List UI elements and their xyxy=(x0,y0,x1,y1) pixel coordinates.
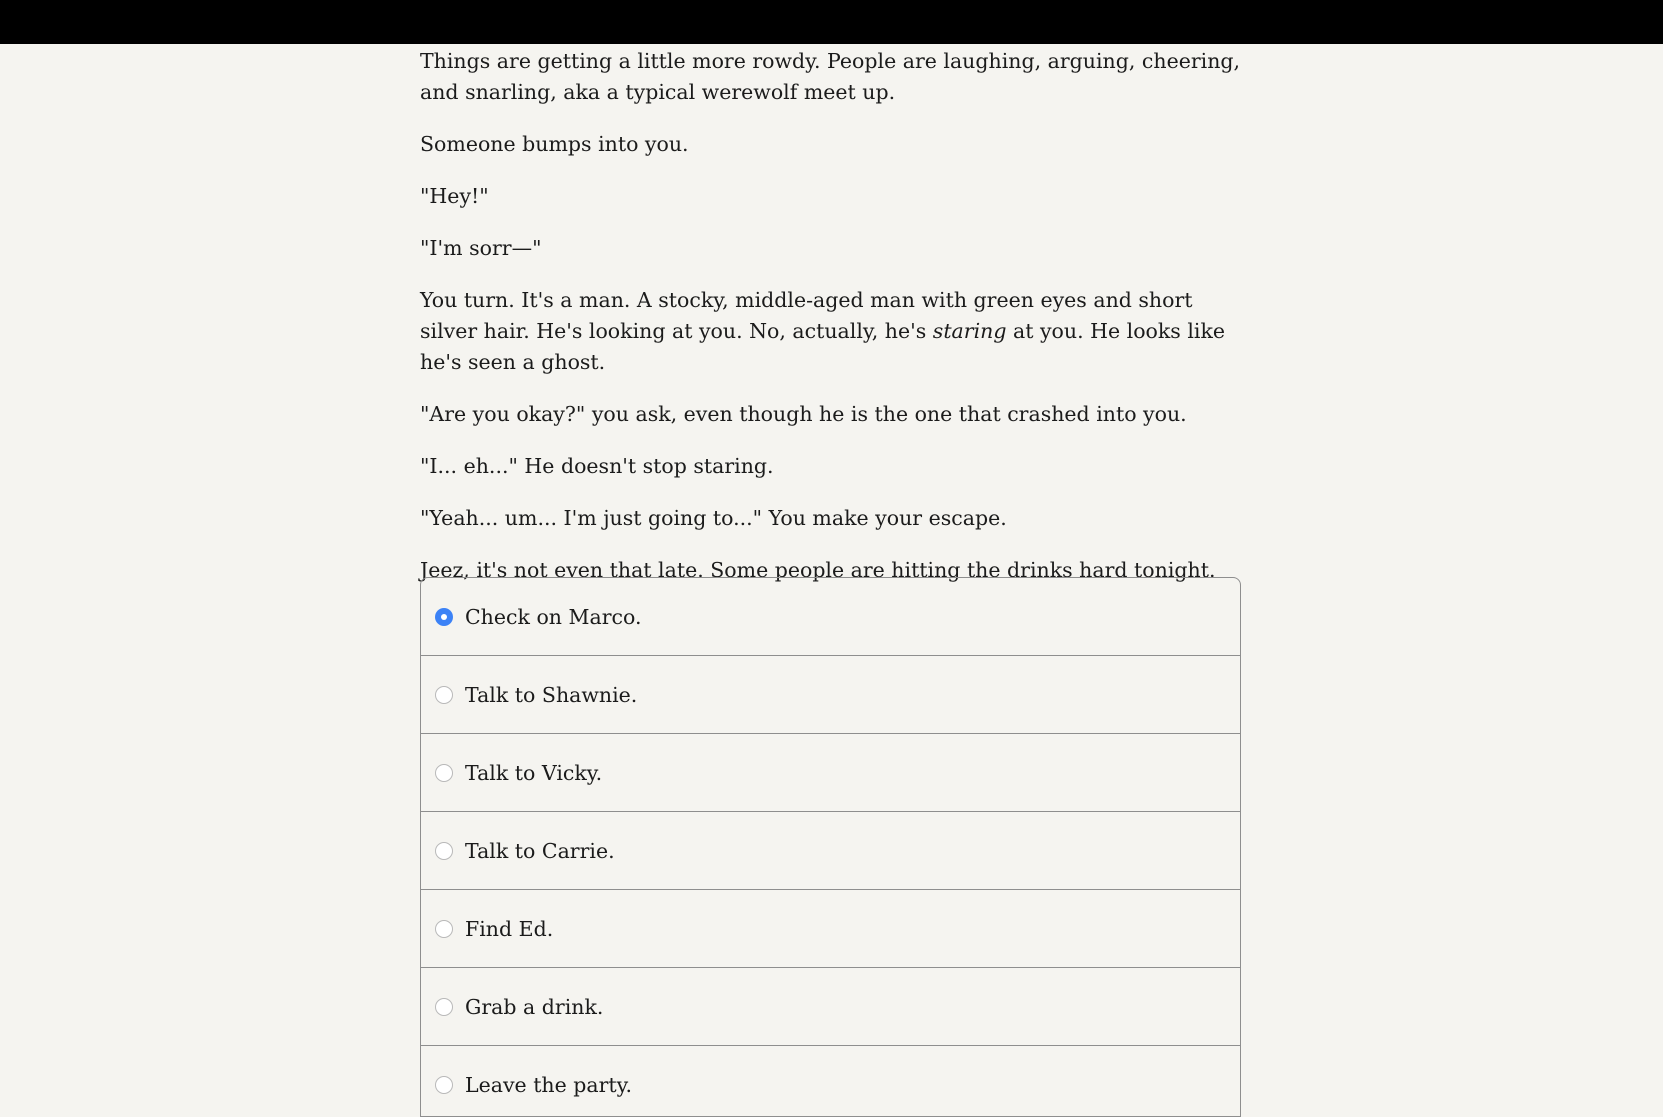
choice-label: Leave the party. xyxy=(465,1072,633,1097)
choice-option-talk-to-vicky[interactable] xyxy=(421,734,1240,812)
choice-label: Check on Marco. xyxy=(465,604,642,629)
choice-label: Grab a drink. xyxy=(465,994,604,1019)
choice-option-talk-to-carrie[interactable] xyxy=(421,812,1240,890)
choice-label: Find Ed. xyxy=(465,916,554,941)
radio-button-icon[interactable] xyxy=(435,842,453,860)
story-text-segment: at you. He looks like he's seen a ghost. xyxy=(420,319,1226,374)
story-emphasis: staring xyxy=(932,319,1007,343)
radio-button-icon[interactable] xyxy=(435,920,453,938)
story-paragraph: "I'm sorr—" xyxy=(420,236,542,260)
choice-option-leave-the-party[interactable] xyxy=(421,1046,1240,1117)
choice-option-grab-a-drink[interactable] xyxy=(421,968,1240,1046)
story-paragraph: Jeez, it's not even that late. Some people are hitting the drinks hard tonight. xyxy=(420,558,1216,582)
choice-label: Talk to Shawnie. xyxy=(465,682,638,707)
choice-label: Talk to Vicky. xyxy=(465,760,603,785)
choice-option-talk-to-shawnie[interactable] xyxy=(421,656,1240,734)
radio-button-icon[interactable] xyxy=(435,686,453,704)
story-paragraph xyxy=(420,285,1244,378)
radio-button-icon[interactable] xyxy=(435,608,453,626)
story-paragraph: "Hey!" xyxy=(420,184,489,208)
story-paragraph: "I... eh..." He doesn't stop staring. xyxy=(420,454,774,478)
radio-button-icon[interactable] xyxy=(435,764,453,782)
story-paragraph: "Are you okay?" you ask, even though he is the one that crashed into you. xyxy=(420,402,1187,426)
radio-button-icon[interactable] xyxy=(435,1076,453,1094)
choice-option-check-on-marco[interactable] xyxy=(421,578,1240,656)
top-bar xyxy=(0,0,1663,44)
choice-list xyxy=(420,577,1241,1117)
story-paragraph: Someone bumps into you. xyxy=(420,132,689,156)
radio-button-icon[interactable] xyxy=(435,998,453,1016)
story-paragraph: Things are getting a little more rowdy. People are laughing, arguing, cheering, and snarling, aka a typical werewolf meet up. xyxy=(420,49,1241,104)
choice-option-find-ed[interactable] xyxy=(421,890,1240,968)
story-paragraph: "Yeah... um... I'm just going to..." You make your escape. xyxy=(420,506,1007,530)
story-text-segment: You turn. It's a man. A stocky, middle-aged man with green eyes and short silver hair. He's looking at you. No, actually, he's xyxy=(420,288,1193,343)
story-text xyxy=(420,44,1244,607)
choice-label: Talk to Carrie. xyxy=(465,838,615,863)
